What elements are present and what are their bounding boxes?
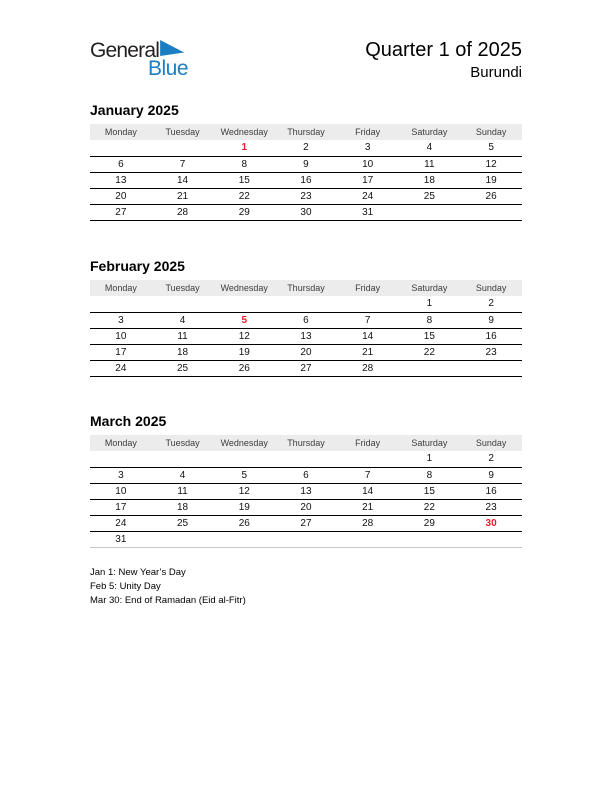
day-cell: 13 <box>275 328 337 344</box>
week-row <box>90 483 522 499</box>
day-cell: 12 <box>460 156 522 172</box>
day-cell <box>399 204 461 220</box>
day-cell: 10 <box>90 483 152 499</box>
page-title: Quarter 1 of 2025 <box>365 39 522 61</box>
day-cell: 4 <box>152 312 214 328</box>
day-cell <box>213 296 275 312</box>
day-cell: 15 <box>399 483 461 499</box>
day-cell: 28 <box>337 360 399 376</box>
day-cell: 16 <box>275 172 337 188</box>
week-row <box>90 515 522 531</box>
day-cell: 22 <box>399 499 461 515</box>
day-cell: 9 <box>460 467 522 483</box>
day-cell: 15 <box>399 328 461 344</box>
day-cell <box>399 531 461 547</box>
day-cell <box>275 531 337 547</box>
flag-triangle-icon <box>160 40 184 56</box>
weekday-header: Sunday <box>460 280 522 296</box>
holiday-note: Jan 1: New Year’s Day <box>90 567 186 578</box>
day-cell <box>460 531 522 547</box>
day-cell: 30 <box>275 204 337 220</box>
day-cell <box>152 140 214 156</box>
holiday-notes <box>90 566 246 608</box>
weekday-header-row <box>90 124 522 140</box>
week-row <box>90 296 522 312</box>
day-cell: 21 <box>337 344 399 360</box>
day-cell: 1 <box>399 451 461 467</box>
day-cell <box>275 451 337 467</box>
day-cell: 13 <box>275 483 337 499</box>
day-cell <box>275 296 337 312</box>
day-cell <box>337 451 399 467</box>
calendar-table <box>90 280 522 377</box>
day-cell: 21 <box>337 499 399 515</box>
day-cell: 24 <box>90 515 152 531</box>
day-cell: 18 <box>152 344 214 360</box>
day-cell: 31 <box>337 204 399 220</box>
logo-text-general: General <box>90 39 160 62</box>
weekday-header: Saturday <box>399 280 461 296</box>
weekday-header: Friday <box>337 124 399 140</box>
day-cell: 17 <box>90 499 152 515</box>
day-cell: 29 <box>399 515 461 531</box>
day-cell: 19 <box>213 344 275 360</box>
day-cell <box>213 531 275 547</box>
weekday-header: Wednesday <box>213 435 275 451</box>
day-cell: 30 <box>460 515 522 531</box>
day-cell <box>337 531 399 547</box>
day-cell: 9 <box>460 312 522 328</box>
day-cell <box>337 296 399 312</box>
day-cell: 21 <box>152 188 214 204</box>
week-row <box>90 467 522 483</box>
day-cell: 26 <box>460 188 522 204</box>
day-cell: 6 <box>275 312 337 328</box>
day-cell: 3 <box>90 312 152 328</box>
weekday-header: Friday <box>337 435 399 451</box>
month-block-january <box>90 102 522 221</box>
day-cell <box>399 360 461 376</box>
day-cell: 11 <box>152 483 214 499</box>
week-row <box>90 451 522 467</box>
day-cell <box>152 451 214 467</box>
day-cell <box>460 204 522 220</box>
day-cell: 14 <box>337 328 399 344</box>
day-cell: 20 <box>275 499 337 515</box>
day-cell: 26 <box>213 515 275 531</box>
day-cell: 1 <box>213 140 275 156</box>
weekday-header: Tuesday <box>152 280 214 296</box>
day-cell: 10 <box>90 328 152 344</box>
day-cell: 23 <box>275 188 337 204</box>
day-cell: 6 <box>90 156 152 172</box>
weekday-header: Thursday <box>275 435 337 451</box>
day-cell: 25 <box>399 188 461 204</box>
weekday-header: Tuesday <box>152 124 214 140</box>
week-row <box>90 344 522 360</box>
day-cell: 16 <box>460 483 522 499</box>
week-row <box>90 531 522 547</box>
day-cell: 28 <box>337 515 399 531</box>
day-cell: 20 <box>90 188 152 204</box>
day-cell: 22 <box>213 188 275 204</box>
general-blue-logo <box>90 40 194 79</box>
day-cell: 2 <box>460 451 522 467</box>
day-cell: 29 <box>213 204 275 220</box>
header-titles <box>365 38 522 82</box>
weekday-header: Saturday <box>399 124 461 140</box>
day-cell: 18 <box>152 499 214 515</box>
weekday-header: Wednesday <box>213 124 275 140</box>
day-cell: 2 <box>460 296 522 312</box>
month-block-march <box>90 413 522 548</box>
day-cell: 16 <box>460 328 522 344</box>
week-row <box>90 328 522 344</box>
day-cell: 7 <box>337 467 399 483</box>
day-cell: 6 <box>275 467 337 483</box>
week-row <box>90 188 522 204</box>
day-cell: 8 <box>399 467 461 483</box>
day-cell: 27 <box>275 515 337 531</box>
day-cell: 9 <box>275 156 337 172</box>
week-row <box>90 156 522 172</box>
month-title: February 2025 <box>90 258 185 274</box>
week-row <box>90 499 522 515</box>
day-cell: 19 <box>213 499 275 515</box>
day-cell <box>152 296 214 312</box>
day-cell: 1 <box>399 296 461 312</box>
day-cell: 11 <box>152 328 214 344</box>
day-cell: 5 <box>213 312 275 328</box>
day-cell: 25 <box>152 515 214 531</box>
calendar-table <box>90 124 522 221</box>
day-cell: 25 <box>152 360 214 376</box>
month-title: January 2025 <box>90 102 179 118</box>
weekday-header: Thursday <box>275 124 337 140</box>
day-cell: 27 <box>90 204 152 220</box>
day-cell: 8 <box>213 156 275 172</box>
day-cell: 7 <box>152 156 214 172</box>
day-cell: 27 <box>275 360 337 376</box>
page-subtitle: Burundi <box>470 64 522 81</box>
weekday-header: Sunday <box>460 435 522 451</box>
weekday-header: Friday <box>337 280 399 296</box>
weekday-header: Monday <box>90 280 152 296</box>
day-cell: 17 <box>90 344 152 360</box>
day-cell: 11 <box>399 156 461 172</box>
weekday-header: Saturday <box>399 435 461 451</box>
day-cell: 31 <box>90 531 152 547</box>
day-cell <box>152 531 214 547</box>
day-cell: 3 <box>337 140 399 156</box>
day-cell: 22 <box>399 344 461 360</box>
day-cell <box>460 360 522 376</box>
week-row <box>90 140 522 156</box>
day-cell: 23 <box>460 499 522 515</box>
day-cell: 24 <box>90 360 152 376</box>
day-cell: 15 <box>213 172 275 188</box>
month-title: March 2025 <box>90 413 167 429</box>
weekday-header: Sunday <box>460 124 522 140</box>
weekday-header: Monday <box>90 435 152 451</box>
day-cell <box>90 140 152 156</box>
day-cell: 20 <box>275 344 337 360</box>
day-cell: 4 <box>152 467 214 483</box>
day-cell <box>90 296 152 312</box>
day-cell: 12 <box>213 328 275 344</box>
day-cell: 23 <box>460 344 522 360</box>
weekday-header: Wednesday <box>213 280 275 296</box>
day-cell: 5 <box>460 140 522 156</box>
weekday-header: Thursday <box>275 280 337 296</box>
day-cell: 26 <box>213 360 275 376</box>
day-cell: 14 <box>152 172 214 188</box>
day-cell <box>90 451 152 467</box>
day-cell: 13 <box>90 172 152 188</box>
day-cell: 24 <box>337 188 399 204</box>
week-row <box>90 312 522 328</box>
day-cell: 19 <box>460 172 522 188</box>
day-cell: 14 <box>337 483 399 499</box>
day-cell: 18 <box>399 172 461 188</box>
day-cell: 2 <box>275 140 337 156</box>
month-block-february <box>90 258 522 377</box>
week-row <box>90 360 522 376</box>
holiday-note: Feb 5: Unity Day <box>90 581 161 592</box>
calendar-table <box>90 435 522 548</box>
weekday-header-row <box>90 280 522 296</box>
day-cell: 28 <box>152 204 214 220</box>
weekday-header-row <box>90 435 522 451</box>
day-cell: 7 <box>337 312 399 328</box>
day-cell: 12 <box>213 483 275 499</box>
day-cell: 3 <box>90 467 152 483</box>
weekday-header: Tuesday <box>152 435 214 451</box>
holiday-note: Mar 30: End of Ramadan (Eid al-Fitr) <box>90 595 246 606</box>
day-cell: 8 <box>399 312 461 328</box>
day-cell: 10 <box>337 156 399 172</box>
week-row <box>90 172 522 188</box>
logo-text-blue: Blue <box>147 57 188 80</box>
day-cell: 5 <box>213 467 275 483</box>
day-cell <box>213 451 275 467</box>
week-row <box>90 204 522 220</box>
day-cell: 17 <box>337 172 399 188</box>
day-cell: 4 <box>399 140 461 156</box>
weekday-header: Monday <box>90 124 152 140</box>
